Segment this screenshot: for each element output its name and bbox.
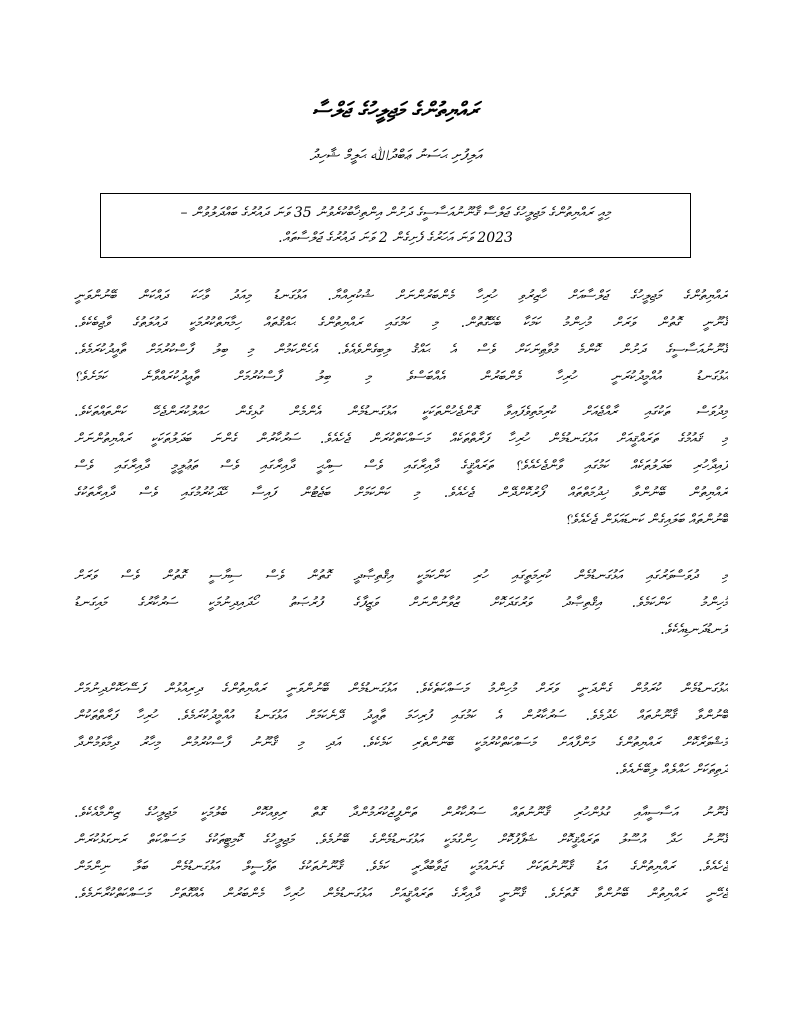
paragraph-line: ފައިދާހުރި ބަދަލުތަކެއް ކަމުގައި ވާންޖެހެއެވެ؟ ތަރައްޤީގެ ދާއިރާގައި ވެސް ސިއްޙީ ދާއިރާގައި ވެސް ތަޢުލީމީ ދާއިރާގައި ވެސް [74, 458, 728, 474]
paragraph-line: ޤާނޫނީ ގޮތުން ވަރަށް މުހިންމު ކަމަކާ ބެހޭގޮތުން. މި ކަމުގައި ރައްޔިތުންގެ ޙައްޤުތައް ހިމާޔަތްކުރުމަކީ ދައުލަތުގެ ވާޖިބެކެވެ. [74, 315, 728, 331]
paragraph-line: ރައްޔިތުން ބޭނުންވާ ޚިދުމަތްތައް ފޯރުކޮށްދޭން ޖެހެއެވެ. މި ކަންކަމަށް ބަޖެޓުން ފައިސާ ހޭދަކުރުމުގައި ވެސް ދާއިރާތަކުގެ [74, 485, 728, 501]
paragraph-line: ޤާނޫނު ހަދާ އުސޫލު ތަރައްޤީކޮށް ޝަފާފުކޮށް ހިންގުމަކީ އަޅުގަނޑުމެންގެ ބޭނުމެވެ. މަޖިލީހުގެ ކޮމިޓީތަކުގެ މަސައްކަތް ރަނގަޅުކުރަން [74, 832, 728, 848]
paragraph-line: ރައްޔިތުންގެ މަޖިލީހުގެ ޖަލްސާއަށް ހާޒިރުވި ހުރިހާ މެންބަރުންނަށް ޝުކުރިއްޔާ. އަޅުގަނޑު މިއަދު ވާހަކަ ދައްކަން ބޭނުންވަނީ [74, 288, 728, 304]
notice-box [100, 193, 691, 258]
paragraph-3 [74, 563, 728, 644]
paragraph-line: މި ދުވަސްވަރުގައި އަޅުގަނޑުމެން ކުރިމަތީގައި ހުރި ކަންކަމަކީ އިޤްތިޞާދީ ގޮތުން ވެސް ސިޔާސީ ގޮތުން ވެސް ވަރަށް [74, 568, 728, 584]
paragraph-line: މި ޤައުމުގެ ތަރައްޤީއަށް އަޅުގަނޑުމެން ހުރިހާ ފަރާތްތަކެއް މަސައްކަތްކުރަން ޖެހެއެވެ. ސަރުކާރުން ގެންނަ ބަދަލުތަކަކީ ރައްޔިތުންނަށް [74, 431, 728, 447]
paragraph-line: ޤާނޫނުއަސާސީގެ ދަށުން ކޮންމެ މުވާޠިނަކަށް ވެސް އެ ޙައްޤު ލިބިގެންވެއެވެ. އެހެންކަމުން މި ބިލު ފާސްކުރުމަށް ތާއީދުކުރަމެވެ. [74, 342, 728, 358]
paragraph-line: ޖެހޭނީ ރައްޔިތުން ބޭނުންވާ ގޮތަށެވެ. ޤާނޫނީ ދާއިރާގެ ތަރައްޤީއަށް އަޅުގަނޑުމެން ހުރިހާ މެންބަރުން އެއްގޮތަށް މަސައްކަތްކުރާނަމެވެ. [74, 886, 728, 902]
paragraph-line: ބޭނުންވާ ޤާނޫނުތައް ހެދުމެވެ. ސަރުކާރުން އެ ކަމުގައި ފުރިހަމަ ތާއީދު ދޭނެކަމަށް އަޅުގަނޑު އުއްމީދުކުރަމެވެ. ހުރިހާ ފަރާތްތަކުން [74, 708, 728, 724]
paragraph-4 [74, 676, 728, 784]
paragraph-1 [74, 283, 728, 391]
paragraph-2 [74, 399, 728, 534]
paragraph-line: ބޭނުންތައް ބަލައިގެން ކަނޑައަޅަން ޖެހެއެވެ؟ [564, 512, 728, 528]
paragraph-line: ލަނޑުދަނޑިއެކެވެ. [660, 622, 728, 638]
document-subtitle: އަލިފުށި ޙަސަނު ޢަބްދުﷲ ޙަލީމް ޝާހިދު [309, 146, 482, 164]
paragraph-line: ޖެހެއެވެ. ރައްޔިތުންގެ އަޑު ޤާނޫނުތަކަށް ގެނައުމަކީ ޖަވާބުދާރީ ކަމެވެ. ޤާނޫނުތަކުގެ ތަފާސީލް އަޅުގަނޑުމެން ބަލާ ނިންމަން [74, 859, 728, 875]
paragraph-line: އަޅުގަނޑުމެން ކުރަމުން ގެންދަނީ ވަރަށް މުހިންމު މަސައްކަތެކެވެ. އަޅުގަނޑުމެން ބޭނުންވަނީ ރައްޔިތުންގެ ދިރިއުޅުން ފަސޭހަކޮށްދިނުމަށް [74, 681, 728, 697]
paragraph-line: މުހިންމު ކަންކަމެވެ. އިޤްތިޞާދު ވަރުގަދަކޮށް ޒުވާނުންނަށް ވަޒީފާގެ ފުރުޞަތު ހޯދައިދިނުމަކީ ސަރުކާރުގެ މައިގަނޑު [74, 595, 728, 611]
document-title: ރައްޔިތުންގެ މަޖިލީހުގެ ޖަލްސާ [312, 97, 479, 122]
paragraph-line: ޤާނޫނު އަސާސީއާއި ގުޅުންހުރި ޤާނޫނުތައް ސަރުކާރުން ތަންފީޒުކުރަމުންދާ ގޮތް ރިވިއުކޮށް ބެލުމަކީ މަޖިލީހުގެ ޒިންމާއެކެވެ. [74, 805, 728, 821]
paragraph-line: މިދުވަސް ތަކުގައި ރާއްޖެއަށް ކުރިމަތިވެފައިވާ ގޮންޖެހުންތަކަކީ އަޅުގަނޑުމެން އެންމެން ގުޅިގެން ހައްލުކުރަންޖެހޭ ކަންތައްތަކެވެ. [74, 404, 728, 420]
notice-line: މިއީ ރައްޔިތުންގެ މަޖިލީހުގެ ޖަލްސާ ޤާނޫނުއަސާސީގެ ދަށުން އިންތިޚާބުކުރެވުނު 35 ވަނަ ދައުރުގެ ބައްދަލުވުން – [180, 205, 611, 221]
paragraph-line: މަޝްވަރާކޮށް ރައްޔިތުންގެ މަންފާއަށް މަސައްކަތްކުރުމަކީ ބޭނުންތެރި ކަމެކެވެ. އަދި މި ޤާނޫނު ފާސްކުރުމުން މިހާރު ދިމާވަމުންދާ [74, 735, 728, 751]
paragraph-5 [74, 800, 728, 908]
paragraph-line: އަޅުގަނޑު އުއްމީދުކުރަނީ ހުރިހާ މެންބަރުން އެއްބަސްވެ މި ބިލު ފާސްކުރުމަށް ތާއީދުކުރައްވާނެ ކަމަށެވެ؟ [74, 369, 728, 385]
notice-line: 2023 ވަނަ އަހަރުގެ ފެށިގެން 2 ވަނަ ދައުރުގެ ޖަލްސާތައް. [278, 230, 513, 246]
paragraph-line: ދަތިތަކަށް ހައްލެއް ލިބޭނެއެވެ. [615, 762, 728, 778]
